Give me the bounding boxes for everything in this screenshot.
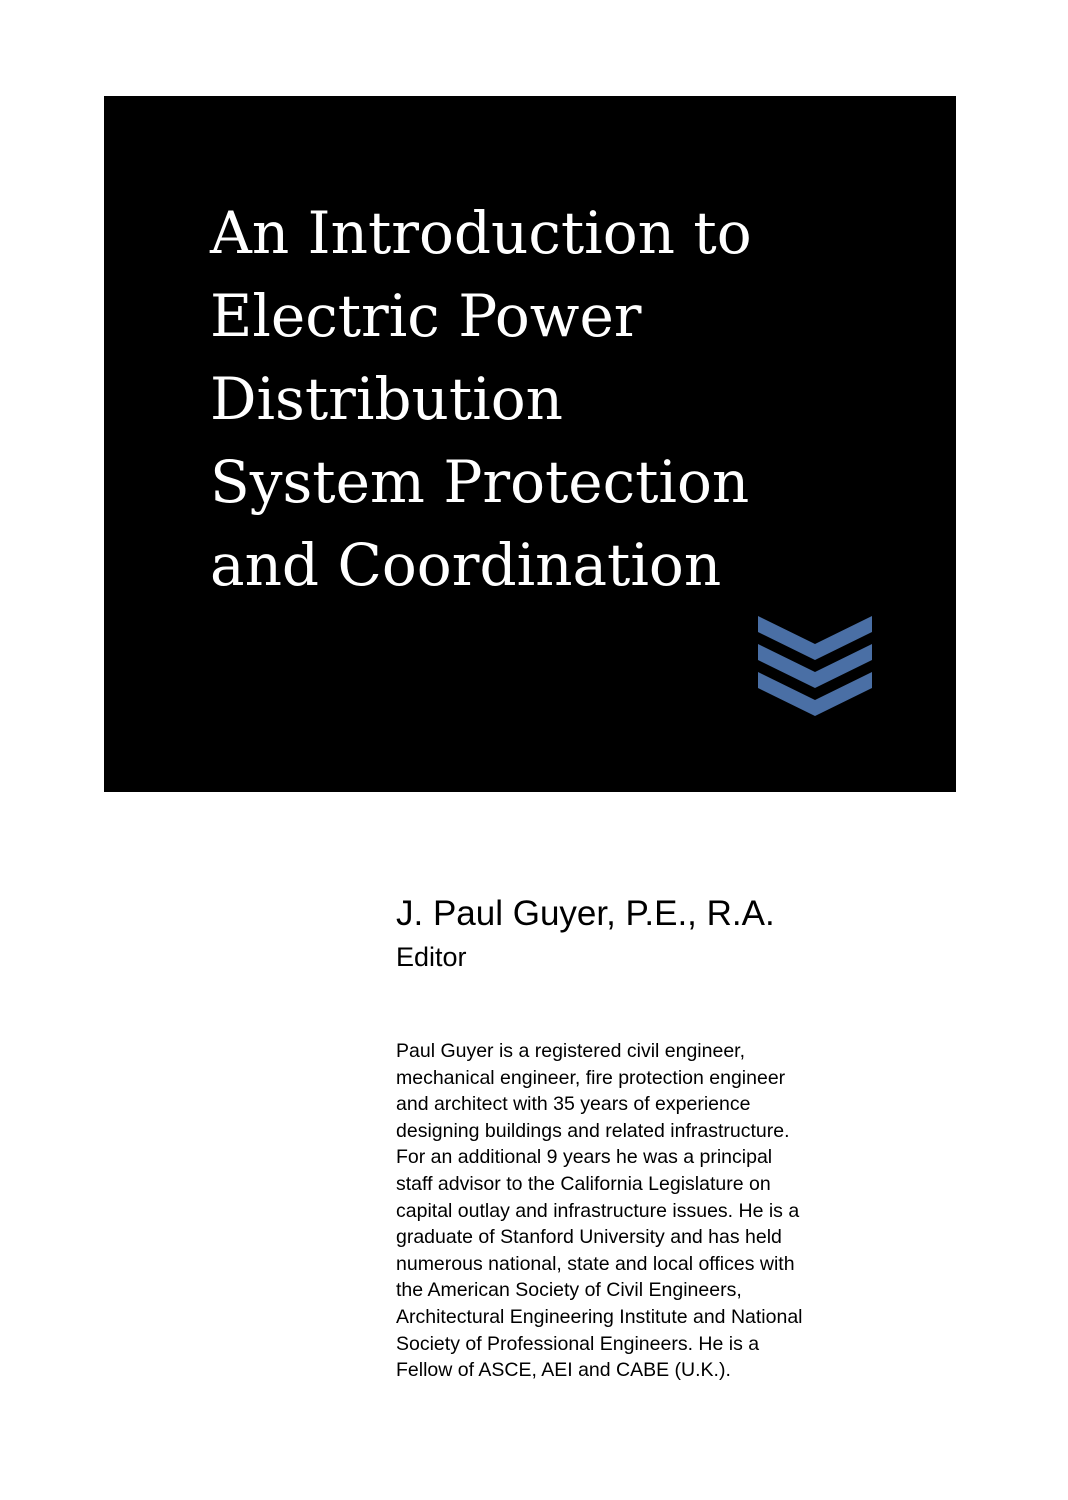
- title-line-1: An Introduction to: [210, 199, 752, 267]
- author-bio: [396, 1038, 866, 1384]
- author-name: J. Paul Guyer, P.E., R.A.: [396, 894, 775, 933]
- bio-line: and architect with 35 years of experience: [396, 1093, 751, 1116]
- title-line-4: System Protection: [210, 448, 750, 516]
- author-role: Editor: [396, 942, 467, 972]
- bio-line: designing buildings and related infrastructure.: [396, 1119, 790, 1142]
- author-block: [396, 892, 775, 976]
- bio-line: capital outlay and infrastructure issues. He is a: [396, 1199, 800, 1222]
- bio-line: For an additional 9 years he was a principal: [396, 1146, 773, 1169]
- cover-panel: [104, 96, 956, 792]
- bio-line: numerous national, state and local offices with: [396, 1252, 795, 1275]
- bio-line: Architectural Engineering Institute and National: [396, 1305, 803, 1328]
- title-line-5: and Coordination: [210, 531, 722, 599]
- title-line-2: Electric Power: [210, 282, 642, 350]
- bio-line: Society of Professional Engineers. He is a: [396, 1332, 760, 1355]
- chevron-stack-icon: [756, 612, 874, 722]
- bio-line: Fellow of ASCE, AEI and CABE (U.K.).: [396, 1359, 731, 1382]
- bio-line: mechanical engineer, fire protection engineer: [396, 1066, 786, 1089]
- book-title: [210, 192, 870, 607]
- bio-line: graduate of Stanford University and has held: [396, 1226, 782, 1249]
- title-line-3: Distribution: [210, 365, 564, 433]
- bio-line: Paul Guyer is a registered civil engineer,: [396, 1040, 746, 1062]
- bio-line: the American Society of Civil Engineers,: [396, 1279, 742, 1302]
- bio-line: staff advisor to the California Legislature on: [396, 1172, 771, 1195]
